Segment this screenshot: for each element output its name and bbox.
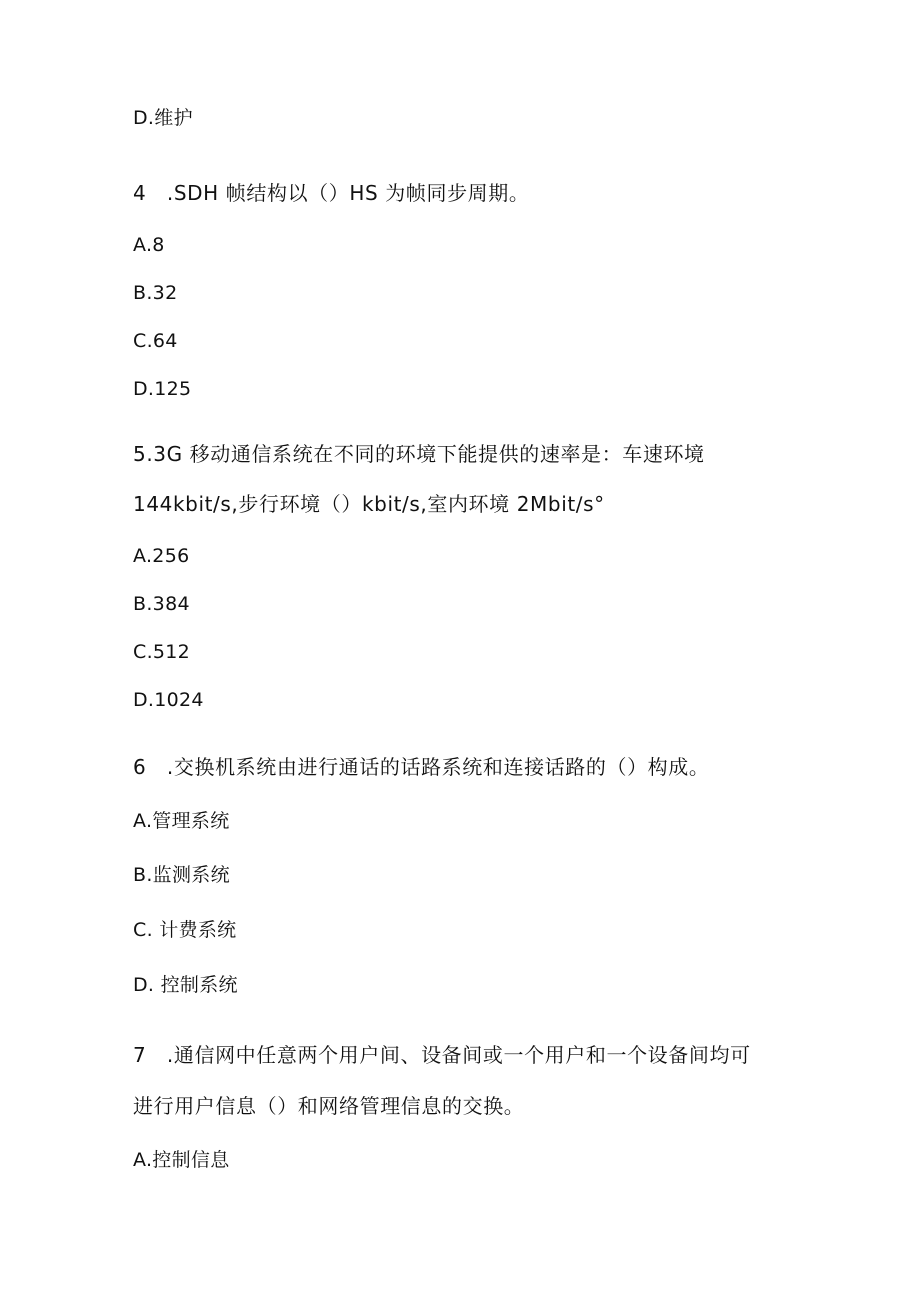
question-5-option-b: B.384 (133, 593, 190, 615)
question-5-option-c: C.512 (133, 641, 191, 663)
question-5-line-2: 144kbit/s,步行环境（）kbit/s,室内环境 2Mbit∕s° (133, 492, 605, 516)
question-6-option-c: C. 计费系统 (133, 919, 237, 941)
question-4-option-b: B.32 (133, 282, 178, 304)
question-7-line-1: 7 .通信网中任意两个用户间、设备间或一个用户和一个设备间均可 (133, 1043, 751, 1067)
question-4-option-a: A.8 (133, 234, 165, 256)
question-4: 4 .SDH 帧结构以（）HS 为帧同步周期。 (133, 181, 530, 205)
question-6-option-b: B.监测系统 (133, 864, 230, 886)
question-5-option-d: D.1024 (133, 689, 204, 711)
question-5-option-a: A.256 (133, 545, 190, 567)
question-6-option-d: D. 控制系统 (133, 974, 238, 996)
question-7-option-a: A.控制信息 (133, 1149, 230, 1171)
question-6: 6 .交换机系统由进行通话的话路系统和连接话路的（）构成。 (133, 755, 710, 779)
question-4-option-c: C.64 (133, 330, 178, 352)
question-6-option-a: A.管理系统 (133, 810, 230, 832)
question-7-line-2: 进行用户信息（）和网络管理信息的交换。 (133, 1094, 525, 1118)
question-5-line-1: 5.3G 移动通信系统在不同的环境下能提供的速率是：车速环境 (133, 442, 705, 466)
option-d-maintenance: D.维护 (133, 107, 193, 129)
question-4-option-d: D.125 (133, 378, 192, 400)
